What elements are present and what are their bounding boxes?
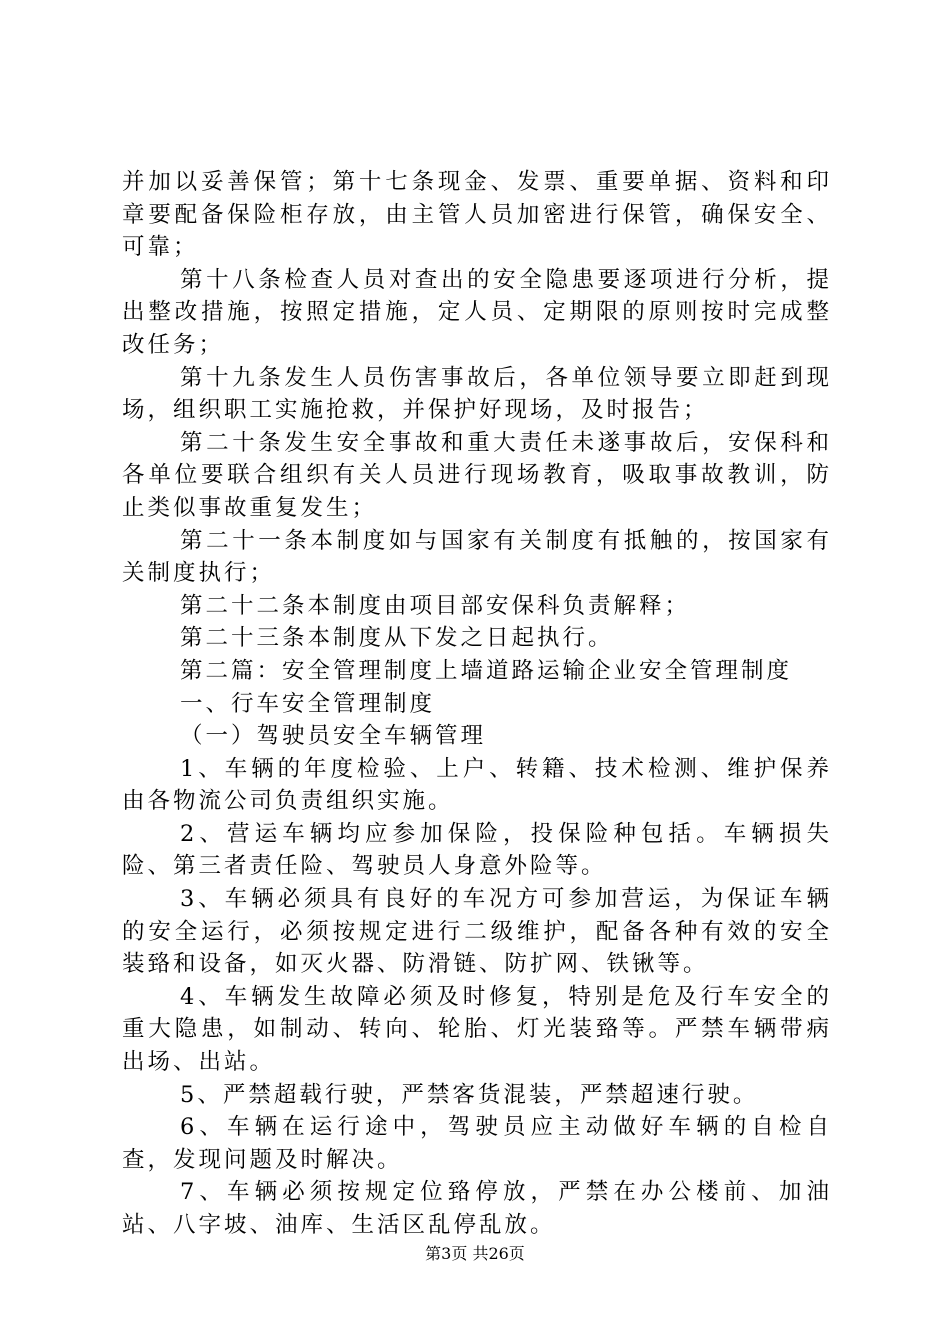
paragraph: 第二十一条本制度如与国家有关制度有抵触的，按国家有关制度执行； (122, 527, 832, 587)
paragraph: 并加以妥善保管；第十七条现金、发票、重要单据、资料和印章要配备保险柜存放，由主管人员加密进行保管，确保安全、可靠； (122, 169, 832, 261)
list-item: 6、车辆在运行途中，驾驶员应主动做好车辆的自检自查，发现问题及时解决。 (122, 1114, 832, 1173)
document-body (122, 166, 832, 1242)
list-item: 5、严禁超载行驶，严禁客货混装，严禁超速行驶。 (180, 1081, 759, 1108)
list-item: 3、车辆必须具有良好的车况方可参加营运，为保证车辆的安全运行，必须按规定进行二级维护，配备各种有效的安全装臵和设备，如灭火器、防滑链、防扩网、铁锹等。 (122, 886, 832, 978)
section-heading: 第二篇：安全管理制度上墙道路运输企业安全管理制度 (180, 657, 793, 684)
list-item: 7、车辆必须按规定位臵停放，严禁在办公楼前、加油站、八字坡、油库、生活区乱停乱放。 (122, 1179, 832, 1238)
paragraph: 第十九条发生人员伤害事故后，各单位领导要立即赶到现场，组织职工实施抢救，并保护好现场，及时报告； (122, 364, 832, 424)
paragraph: 第二十二条本制度由项目部安保科负责解释； (180, 592, 691, 619)
subsection-heading: 一、行车安全管理制度 (180, 690, 436, 717)
paragraph: 第十八条检查人员对查出的安全隐患要逐项进行分析，提出整改措施，按照定措施，定人员、定期限的原则按时完成整改任务； (122, 266, 832, 358)
paragraph: 第二十条发生安全事故和重大责任未遂事故后，安保科和各单位要联合组织有关人员进行现场教育，吸取事故教训，防止类似事故重复发生； (122, 429, 832, 521)
list-item: 1、车辆的年度检验、上户、转籍、技术检测、维护保养由各物流公司负责组织实施。 (122, 755, 832, 815)
list-item: 4、车辆发生故障必须及时修复，特别是危及行车安全的重大隐患，如制动、转向、轮胎、灯光装臵等。严禁车辆带病出场、出站。 (122, 983, 832, 1076)
page-footer: 第3页 共26页 (425, 1244, 525, 1263)
paragraph: 第二十三条本制度从下发之日起执行。 (180, 625, 614, 652)
list-item: 2、营运车辆均应参加保险，投保险种包括。车辆损失险、第三者责任险、驾驶员人身意外险等。 (122, 820, 832, 880)
subsection-heading: （一）驾驶员安全车辆管理 (180, 723, 487, 750)
